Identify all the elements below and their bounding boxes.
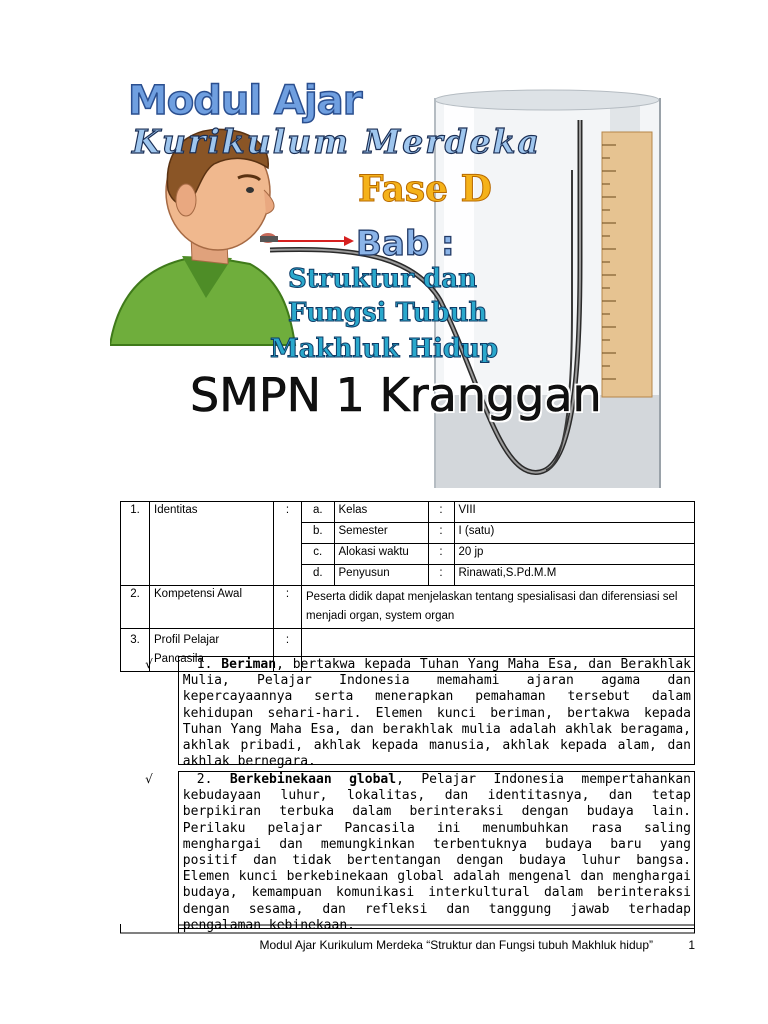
table-row bbox=[302, 523, 694, 544]
identity-details bbox=[302, 502, 695, 586]
identity-table bbox=[120, 501, 695, 672]
profile-item-1 bbox=[178, 656, 695, 770]
page-number: 1 bbox=[688, 938, 695, 952]
footer-text: Modul Ajar Kurikulum Merdeka “Struktur dan Fungsi tubuh Makhluk hidup” bbox=[259, 938, 653, 952]
item-value: I (satu) bbox=[454, 523, 694, 544]
row-label: Kompetensi Awal bbox=[150, 586, 274, 629]
item-value: 20 jp bbox=[454, 544, 694, 565]
profile-term: Berkebinekaan global bbox=[229, 772, 397, 787]
row-colon: : bbox=[274, 629, 302, 672]
profile-term: Beriman bbox=[221, 657, 277, 672]
cover-illustration bbox=[110, 60, 700, 490]
item-letter: c. bbox=[302, 544, 334, 565]
check-mark: √ bbox=[145, 772, 153, 786]
item-colon: : bbox=[428, 502, 454, 523]
curriculum-title: Kurikulum Merdeka bbox=[132, 122, 541, 161]
item-value: Rinawati,S.Pd.M.M bbox=[454, 565, 694, 586]
page-footer bbox=[0, 938, 768, 958]
chapter-title-line-1: Struktur dan bbox=[288, 264, 477, 294]
school-name: SMPN 1 Kranggan bbox=[190, 368, 602, 422]
row-label: Identitas bbox=[150, 502, 274, 586]
table-row bbox=[121, 586, 695, 629]
item-colon: : bbox=[428, 523, 454, 544]
item-value: VIII bbox=[454, 502, 694, 523]
list-item bbox=[120, 771, 695, 933]
row-label: Profil Pelajar Pancasila bbox=[150, 629, 274, 672]
identity-subtable bbox=[302, 502, 694, 585]
table-row bbox=[121, 502, 695, 586]
row-number: 3. bbox=[121, 629, 150, 672]
item-key: Semester bbox=[334, 523, 428, 544]
chapter-title-line-3: Makhluk Hidup bbox=[270, 334, 499, 364]
table-row bbox=[302, 544, 694, 565]
list-item bbox=[120, 656, 695, 770]
table-row bbox=[302, 565, 694, 586]
table-bottom-border bbox=[120, 924, 695, 938]
item-letter: a. bbox=[302, 502, 334, 523]
item-colon: : bbox=[428, 544, 454, 565]
chapter-title-line-2: Fungsi Tubuh bbox=[288, 298, 488, 328]
identity-table-wrapper bbox=[120, 501, 695, 672]
profile-description: , Pelajar Indonesia mempertahankan kebudayaan luhur, lokalitas, dan identitasnya, dan tetap berpikiran terbuka dalam berinteraksi dengan budaya lain. Perilaku pelajar Pancasila ini menumbuhkan rasa saling menghargai dan memungkinkan terbentuknya budaya baru yang positif dan tidak bertentangan dengan budaya luhur bangsa. Elemen kunci berkebinekaan global adalah mengenal dan menghargai budaya, kemampuan komunikasi interkultural dalam berinteraksi dengan sesama, dan refleksi dan tanggung jawab terhadap pengalaman kebinekaan. bbox=[182, 772, 692, 933]
row-colon: : bbox=[274, 586, 302, 629]
competency-text: Peserta didik dapat menjelaskan tentang spesialisasi dan diferensiasi sel menjadi organ, system organ bbox=[302, 586, 695, 629]
chapter-label: Bab : bbox=[356, 224, 455, 264]
profile-list bbox=[120, 656, 695, 933]
profile-number: 2. bbox=[196, 772, 213, 787]
item-key: Penyusun bbox=[334, 565, 428, 586]
profile-item-2 bbox=[178, 771, 695, 933]
phase-title: Fase D bbox=[358, 168, 492, 210]
profile-number: 1. bbox=[196, 657, 213, 672]
item-letter: d. bbox=[302, 565, 334, 586]
table-row bbox=[302, 502, 694, 523]
item-key: Kelas bbox=[334, 502, 428, 523]
row-number: 2. bbox=[121, 586, 150, 629]
module-title: Modul Ajar bbox=[128, 78, 362, 124]
row-number: 1. bbox=[121, 502, 150, 586]
row-colon: : bbox=[274, 502, 302, 586]
profile-description: , bertakwa kepada Tuhan Yang Maha Esa, dan Berakhlak Mulia, Pelajar Indonesia memahami ajaran agama dan kepercayaannya serta menerapkan pemahaman tersebut dalam kehidupan sehari-hari. Elemen kunci beriman, bertakwa kepada Tuhan Yang Maha Esa, dan berakhlak mulia adalah akhlak beragama, akhlak pribadi, akhlak kepada manusia, akhlak kepada alam, dan akhlak bernegara. bbox=[182, 657, 691, 770]
item-colon: : bbox=[428, 565, 454, 586]
item-key: Alokasi waktu bbox=[334, 544, 428, 565]
item-letter: b. bbox=[302, 523, 334, 544]
check-mark: √ bbox=[145, 657, 153, 671]
